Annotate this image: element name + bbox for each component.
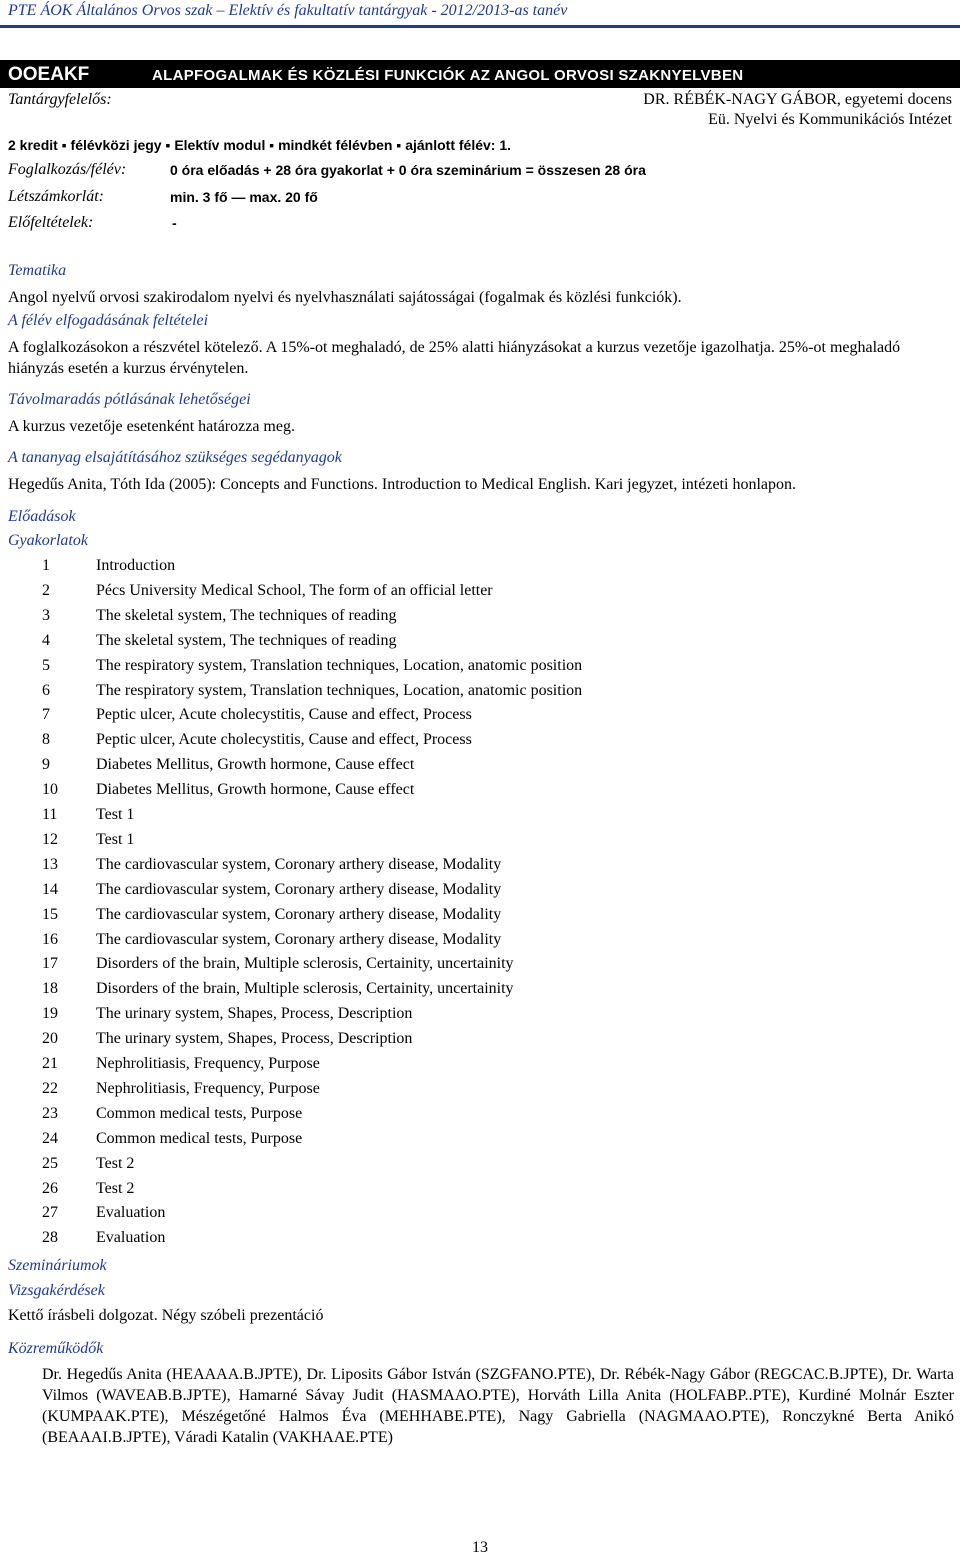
seminars-heading: Szemináriumok [8,1257,107,1274]
session-topic: Diabetes Mellitus, Growth hormone, Cause effect [96,756,415,774]
practical-session-row [0,1229,960,1254]
lectures-heading: Előadások [8,508,76,525]
session-number: 11 [42,806,58,823]
practical-session-row [0,806,960,831]
practical-session-row [0,1105,960,1130]
practical-session-row [0,682,960,707]
session-topic: Peptic ulcer, Acute cholecystitis, Cause and effect, Process [96,706,472,724]
practical-session-row [0,831,960,856]
practical-session-row [0,881,960,906]
materials-text: Hegedűs Anita, Tóth Ida (2005): Concepts and Functions. Introduction to Medical English. Kari jegyzet, intézeti honlapon. [8,476,796,493]
practical-session-row [0,955,960,980]
practical-session-row [0,781,960,806]
session-number: 17 [42,955,58,973]
prereq-label: Előfeltételek: [8,214,94,231]
session-number: 28 [42,1229,58,1247]
header-rule [0,25,960,28]
session-number: 18 [42,980,58,998]
page-number: 13 [472,1539,488,1556]
practical-session-row [0,657,960,682]
contributors-text: Dr. Hegedűs Anita (HEAAAA.B.JPTE), Dr. Liposits Gábor István (SZGFANO.PTE), Dr. Rébék-Nagy Gábor (REGCAC.B.JPTE), Dr. Warta Vilmos (WAVEAB.B.JPTE), Hamarné Sávay Judit (HASMAAO.PTE), Horváth Lilla Anita (HOLFABP..PTE), Kurdiné Molnár Eszter (KUMPAAK.PTE), Mészégetőné Halmos Éva (MEHHABE.PTE), Nagy Gabriella (NAGMAAO.PTE), Ronczykné Berta Anikó (BEAAAI.B.JPTE), Váradi Katalin (VAKHAAE.PTE) [42,1366,954,1446]
responsible-name: DR. RÉBÉK-NAGY GÁBOR, egyetemi docens [643,91,952,108]
session-number: 21 [42,1055,58,1072]
practical-session-row [0,856,960,881]
exams-heading: Vizsgakérdések [8,1282,105,1299]
tematika-heading: Tematika [8,262,67,279]
practical-session-row [0,706,960,731]
practical-session-row [0,1005,960,1030]
session-topic: Disorders of the brain, Multiple sclerosis, Certainity, uncertainity [96,955,514,973]
session-number: 8 [42,731,50,749]
practical-session-row [0,1080,960,1105]
session-number: 1 [42,557,50,574]
session-topic: Diabetes Mellitus, Growth hormone, Cause effect [96,781,415,799]
session-topic: Evaluation [96,1229,166,1247]
session-topic: The respiratory system, Translation techniques, Location, anatomic position [96,656,583,674]
course-title: ALAPFOGALMAK ÉS KÖZLÉSI FUNKCIÓK AZ ANGOL ORVOSI SZAKNYELVBEN [152,67,744,84]
practical-session-row [0,1130,960,1155]
session-number: 16 [42,930,58,948]
session-number: 13 [42,855,58,873]
session-topic: Test 1 [96,830,135,848]
practical-session-row [0,1180,960,1205]
prereq-value: - [172,215,177,231]
session-number: 25 [42,1154,58,1172]
session-number: 26 [42,1179,58,1197]
session-topic: Disorders of the brain, Multiple sclerosis, Certainity, uncertainity [96,980,514,998]
session-number: 23 [42,1104,58,1122]
session-number: 19 [42,1005,58,1023]
session-topic: Peptic ulcer, Acute cholecystitis, Cause and effect, Process [96,731,472,749]
practical-session-row [0,1055,960,1080]
hours-value: 0 óra előadás + 28 óra gyakorlat + 0 óra szeminárium = összesen 28 óra [170,162,646,178]
session-topic: The skeletal system, The techniques of reading [96,631,397,649]
session-number: 12 [42,830,58,848]
session-topic: The cardiovascular system, Coronary arthery disease, Modality [96,905,502,923]
practical-session-row [0,1030,960,1055]
session-number: 10 [42,781,58,799]
session-topic: Common medical tests, Purpose [96,1104,303,1122]
practical-session-row [0,1204,960,1229]
practical-session-row [0,931,960,956]
exams-text: Kettő írásbeli dolgozat. Négy szóbeli prezentáció [8,1307,324,1324]
session-number: 5 [42,656,50,674]
acceptance-heading: A félév elfogadásának feltételei [8,312,209,329]
limit-label: Létszámkorlát: [8,188,104,205]
session-number: 2 [42,581,50,599]
session-number: 24 [42,1129,58,1147]
practical-session-row [0,906,960,931]
practical-session-row [0,756,960,781]
practical-session-row [0,632,960,657]
course-meta-line: 2 kredit ▪ félévközi jegy ▪ Elektív modul ▪ mindkét félévben ▪ ajánlott félév: 1. [8,137,512,153]
session-topic: Common medical tests, Purpose [96,1129,303,1147]
session-number: 3 [42,606,50,624]
session-topic: The urinary system, Shapes, Process, Description [96,1005,413,1023]
session-number: 7 [42,706,50,724]
session-number: 20 [42,1030,58,1048]
responsible-institute: Eü. Nyelvi és Kommunikációs Intézet [708,111,952,128]
session-topic: Evaluation [96,1204,166,1222]
practical-session-row [0,557,960,582]
session-topic: The urinary system, Shapes, Process, Description [96,1030,413,1048]
absence-heading: Távolmaradás pótlásának lehetőségei [8,391,251,408]
materials-heading: A tananyag elsajátításához szükséges segédanyagok [8,449,342,466]
responsible-label: Tantárgyfelelős: [8,91,112,108]
session-number: 27 [42,1204,58,1222]
course-code: OOEAKF [8,64,90,85]
session-topic: The skeletal system, The techniques of reading [96,606,397,624]
running-header: PTE ÁOK Általános Orvos szak – Elektív és fakultatív tantárgyak - 2012/2013-as tanév [8,2,568,19]
session-topic: Test 1 [96,806,135,823]
session-topic: The cardiovascular system, Coronary arthery disease, Modality [96,880,502,898]
contributors-heading: Közreműködők [8,1340,104,1357]
practical-session-row [0,1155,960,1180]
session-topic: The respiratory system, Translation techniques, Location, anatomic position [96,681,583,699]
session-topic: Pécs University Medical School, The form of an official letter [96,581,493,599]
practical-session-row [0,731,960,756]
course-title-bar [0,60,960,88]
practical-session-row [0,582,960,607]
practical-session-row [0,980,960,1005]
practicals-heading: Gyakorlatok [8,532,88,549]
session-number: 9 [42,756,50,774]
tematika-text: Angol nyelvű orvosi szakirodalom nyelvi és nyelvhasználati sajátosságai (fogalmak és közlési funkciók). [8,289,682,306]
session-topic: The cardiovascular system, Coronary arthery disease, Modality [96,855,502,873]
session-topic: The cardiovascular system, Coronary arthery disease, Modality [96,930,502,948]
session-number: 4 [42,631,50,649]
session-number: 22 [42,1079,58,1097]
session-number: 15 [42,905,58,923]
session-topic: Introduction [96,557,176,574]
session-topic: Nephrolitiasis, Frequency, Purpose [96,1079,320,1097]
acceptance-text: A foglalkozásokon a részvétel kötelező. A 15%-ot meghaladó, de 25% alatti hiányzásokat a kurzus vezetője igazolhatja. 25%-ot meghaladó hiányzás esetén a kurzus érvénytelen. [8,339,901,377]
limit-value: min. 3 fő — max. 20 fő [170,189,318,205]
session-topic: Test 2 [96,1179,135,1197]
session-topic: Test 2 [96,1154,135,1172]
hours-label: Foglalkozás/félév: [8,161,127,178]
practical-session-row [0,607,960,632]
session-number: 6 [42,681,50,699]
session-topic: Nephrolitiasis, Frequency, Purpose [96,1055,320,1072]
absence-text: A kurzus vezetője esetenként határozza meg. [8,418,295,435]
session-number: 14 [42,880,58,898]
